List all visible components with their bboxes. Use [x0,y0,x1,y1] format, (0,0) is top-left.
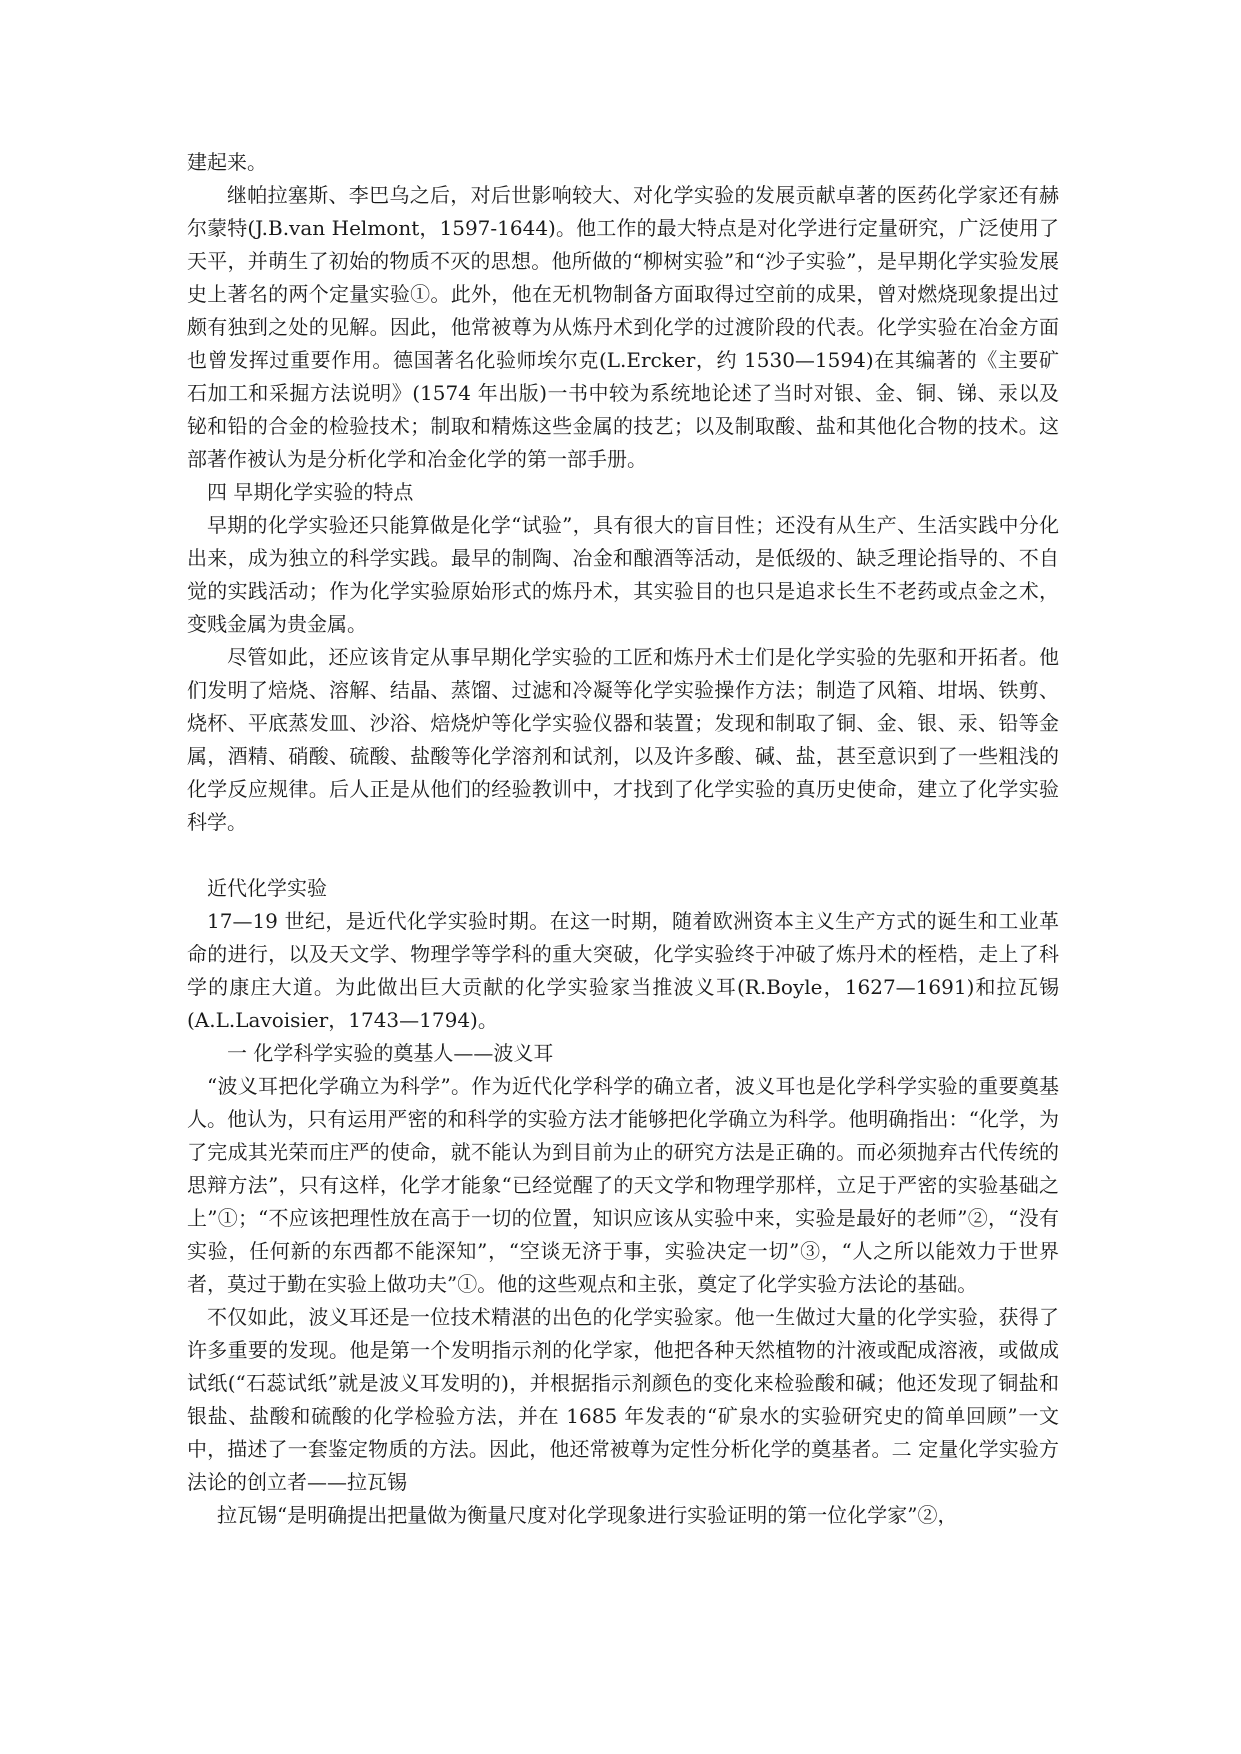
blank-line [187,839,1059,872]
section-heading-early-features: 四 早期化学实验的特点 [207,480,414,504]
paragraph-boyle-experimenter: 不仅如此，波义耳还是一位技术精湛的出色的化学实验家。他一生做过大量的化学实验，获得了许多重要的发现。他是第一个发明指示剂的化学家，他把各种天然植物的汁液或配成溶液，或做成试纸(“石蕊试纸”就是波义耳发明的)，并根据指示剂颜色的变化来检验酸和碱；他还发现了铜盐和银盐、盐酸和硫酸的化学检验方法，并在 1685 年发表的“矿泉水的实验研究史的简单回顾”一文中，描述了一套鉴定物质的方法。因此，他还常被尊为定性分析化学的奠基者。二 定量化学实验方法论的创立者——拉瓦锡 [187,1305,1059,1494]
section-heading-modern-chemistry: 近代化学实验 [207,876,327,900]
paragraph-early-experiments: 早期的化学实验还只能算做是化学“试验”，具有很大的盲目性；还没有从生产、生活实践中分化出来，成为独立的科学实践。最早的制陶、冶金和酿酒等活动，是低级的、缺乏理论指导的、不自觉的实践活动；作为化学实验原始形式的炼丹术，其实验目的也只是追求长生不老药或点金之术，变贱金属为贵金属。 [187,513,1059,636]
paragraph-pioneers: 尽管如此，还应该肯定从事早期化学实验的工匠和炼丹术士们是化学实验的先驱和开拓者。他们发明了焙烧、溶解、结晶、蒸馏、过滤和冷凝等化学实验操作方法；制造了风箱、坩埚、铁剪、烧杯、平底蒸发皿、沙浴、焙烧炉等化学实验仪器和装置；发现和制取了铜、金、银、汞、铅等金属，酒精、硝酸、硫酸、盐酸等化学溶剂和试剂，以及许多酸、碱、盐，甚至意识到了一些粗浅的化学反应规律。后人正是从他们的经验教训中，才找到了化学实验的真历史使命，建立了化学实验科学。 [187,645,1059,834]
section-heading-boyle: 一 化学科学实验的奠基人——波义耳 [227,1041,554,1065]
paragraph-lavoisier: 拉瓦锡“是明确提出把量做为衡量尺度对化学现象进行实验证明的第一位化学家”②， [217,1503,958,1527]
paragraph-continuation: 建起来。 [187,150,267,174]
paragraph-helmont-ercker: 继帕拉塞斯、李巴乌之后，对后世影响较大、对化学实验的发展贡献卓著的医药化学家还有赫尔蒙特(J.B.van Helmont，1597-1644)。他工作的最大特点是对化学进行定量研究，广泛使用了天平，并萌生了初始的物质不灭的思想。他所做的“柳树实验”和“沙子实验”，是早期化学实验发展史上著名的两个定量实验①。此外，他在无机物制备方面取得过空前的成果，曾对燃烧现象提出过颇有独到之处的见解。因此，他常被尊为从炼丹术到化学的过渡阶段的代表。化学实验在冶金方面也曾发挥过重要作用。德国著名化验师埃尔克(L.Ercker，约 1530—1594)在其编著的《主要矿石加工和采掘方法说明》(1574 年出版)一书中较为系统地论述了当时对银、金、铜、锑、汞以及铋和铅的合金的检验技术；制取和精炼这些金属的技艺；以及制取酸、盐和其他化合物的技术。这部著作被认为是分析化学和冶金化学的第一部手册。 [187,183,1059,471]
paragraph-boyle-science: “波义耳把化学确立为科学”。作为近代化学科学的确立者，波义耳也是化学科学实验的重要奠基人。他认为，只有运用严密的和科学的实验方法才能够把化学确立为科学。他明确指出：“化学，为了完成其光荣而庄严的使命，就不能认为到目前为止的研究方法是正确的。而必须抛弃古代传统的思辩方法”，只有这样，化学才能象“已经觉醒了的天文学和物理学那样，立足于严密的实验基础之上”①；“不应该把理性放在高于一切的位置，知识应该从实验中来，实验是最好的老师”②，“没有实验，任何新的东西都不能深知”，“空谈无济于事，实验决定一切”③，“人之所以能效力于世界者，莫过于勤在实验上做功夫”①。他的这些观点和主张，奠定了化学实验方法论的基础。 [187,1074,1059,1296]
paragraph-modern-period: 17—19 世纪，是近代化学实验时期。在这一时期，随着欧洲资本主义生产方式的诞生和工业革命的进行，以及天文学、物理学等学科的重大突破，化学实验终于冲破了炼丹术的桎梏，走上了科学的康庄大道。为此做出巨大贡献的化学实验家当推波义耳(R.Boyle，1627—1691)和拉瓦锡(A.L.Lavoisier，1743—1794)。 [187,909,1059,1032]
document-body [187,146,1059,1532]
